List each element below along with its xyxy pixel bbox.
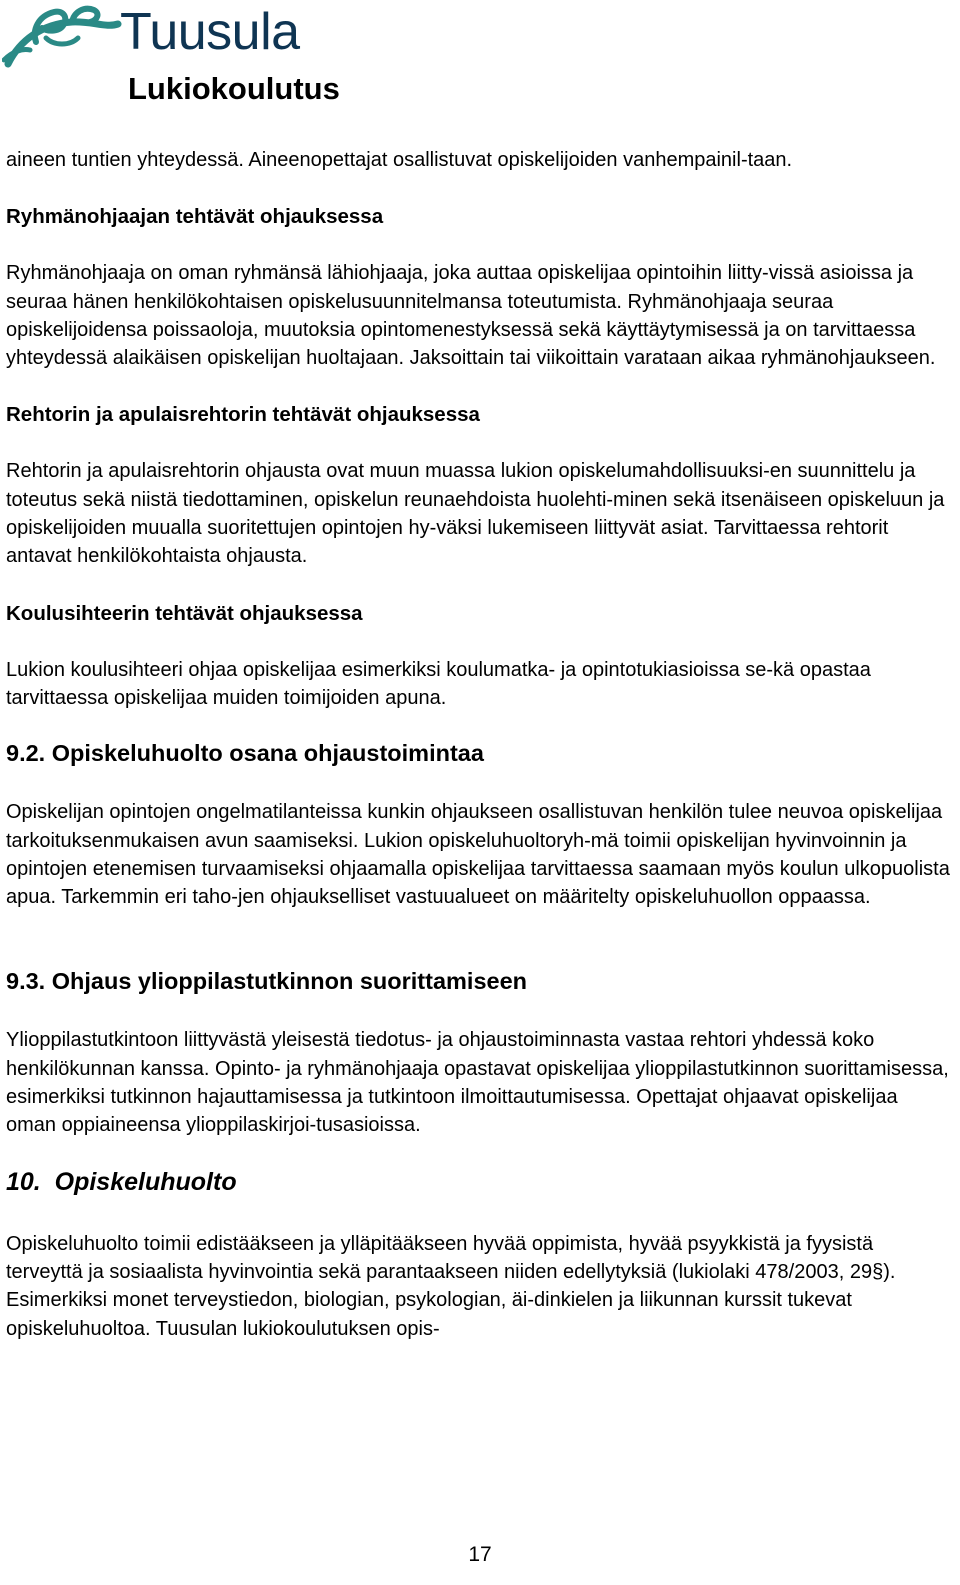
paragraph: Opiskeluhuolto toimii edistääkseen ja ylläpitääkseen hyvää oppimista, hyvää psyykkistä ja fyysistä terveyttä ja sosiaalista hyvinvointia sekä parantaakseen niiden edellytyksiä (lukiolaki 478/2003, 29§). Esimerkiksi monet terveystiedon, biologian, psykologian, äi-dinkielen ja liikunnan kurssit tukevat opiskeluhuoltoa. Tuusulan lukiokoulutuksen opis- [6, 1232, 896, 1340]
section-heading: 9.2. Opiskeluhuolto osana ohjaustoimintaa [6, 740, 484, 767]
paragraph: Ryhmänohjaaja on oman ryhmänsä lähiohjaaja, joka auttaa opiskelijaa opintoihin liitty-vissä asioissa ja seuraa hänen henkilökohtaisen opiskelusuunnitelmansa toteutumista. Ryhmänohjaaja seuraa opiskelijoidensa poissaoloja, muutoksia opintomenestyksessä sekä käyttäytymisessä ja on tarvittaessa yhteydessä alaikäisen opiskelijan huoltajaan. Jaksoittain tai viikoittain varataan aikaa ryhmänohjaukseen. [6, 262, 936, 370]
paragraph: Opiskelijan opintojen ongelmatilanteissa kunkin ohjaukseen osallistuvan henkilön tulee neuvoa opiskelijaa tarkoituksenmukaisen avun saamiseksi. Lukion opiskeluhuoltoryh-mä toimii opiskelijan hyvinvoinnin ja opintojen etenemisen turvaamiseksi ohjaamalla opiskelijaa tarvittaessa saamaan myös koulun ulkopuolista apua. Tarkemmin eri taho-jen ohjaukselliset vastuualueet on määritelty opiskeluhuollon oppaassa. [6, 801, 950, 909]
section-heading: 9.3. Ohjaus ylioppilastutkinnon suorittamiseen [6, 968, 528, 995]
section-heading: Rehtorin ja apulaisrehtorin tehtävät ohjauksessa [6, 403, 480, 427]
paragraph: Lukion koulusihteeri ohjaa opiskelijaa esimerkiksi koulumatka- ja opintotukiasioissa se-kä opastaa tarvittaessa opiskelijaa muiden toimijoiden apuna. [6, 658, 871, 709]
tuusula-leaf-logo-icon [2, 2, 122, 72]
unit-title: Lukiokoulutus [128, 71, 340, 106]
paragraph: Rehtorin ja apulaisrehtorin ohjausta ovat muun muassa lukion opiskelumahdollisuuksi-en suunnittelu ja toteutus sekä niistä tiedottaminen, opiskelun reunaehdoista huolehti-minen sekä itsenäiseen opiskeluun ja opiskelijoiden muualla suoritettujen opintojen hy-väksi lukemiseen liittyvät asiat. Tarvittaessa rehtorit antavat henkilökohtaista ohjausta. [6, 460, 945, 568]
page-header [0, 0, 960, 115]
section-heading: Ryhmänohjaajan tehtävät ohjauksessa [6, 205, 384, 229]
paragraph: aineen tuntien yhteydessä. Aineenopettajat osallistuvat opiskelijoiden vanhempainil-taan. [6, 149, 793, 171]
document-body [6, 146, 950, 1343]
logo-wordmark: Tuusula [120, 3, 300, 61]
section-heading: Koulusihteerin tehtävät ohjauksessa [6, 601, 363, 625]
chapter-heading: 10. Opiskeluhuolto [6, 1167, 237, 1196]
page-number: 17 [468, 1543, 492, 1566]
paragraph: Ylioppilastutkintoon liittyvästä yleisestä tiedotus- ja ohjaustoiminnasta vastaa rehtori yhdessä koko henkilökunnan kanssa. Opinto- ja ryhmänohjaaja opastavat opiskelijaa ylioppilastutkinnon suorittamisessa, esimerkiksi tutkinnon hajauttamisessa ja tutkintoon ilmoittautumisessa. Opettajat ohjaavat opiskelijaa oman oppiaineensa ylioppilaskirjoi-tusasioissa. [6, 1029, 949, 1137]
